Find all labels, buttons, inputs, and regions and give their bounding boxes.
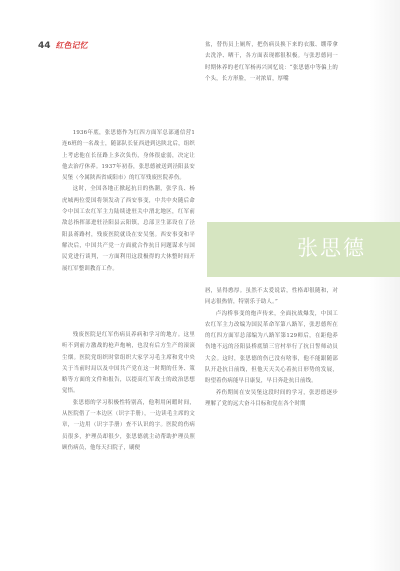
spine-shadow — [370, 0, 400, 571]
running-head: 红色记忆 — [55, 41, 88, 50]
section-title: 张思德 — [297, 236, 366, 260]
page-header — [38, 40, 88, 51]
paragraph: 卢沟桥事变的炮声传来，全面抗战爆发，中国工农红军主力改编为国民革命军第八路军，张思德所在的红四方面军总部编为八路军第129师后，在距他养伤地不远的泾阳县桥底镇三官村举行了抗日誓师动员大会。这时，张思德的伤已没有啥事，他不能跟随部队开赴抗日前线，但他天天关心着抗日形势的发展，盼望着伤病能早日康复，早日奔赴抗日前线。 — [205, 310, 338, 385]
right-column-bottom — [205, 286, 338, 410]
paragraph: 张思德的学习积极性特别高，他利用闲暇时间，从医院借了一本边区（识字手册），一边读毛主席的文章，一边用（识字手册）查不认识的字。医院的伤病员很多，护理员却很少，张思德就主动帮助护理员照顾伤病员，他每天扫院子，刷便 — [62, 399, 195, 451]
left-column-top — [62, 128, 195, 275]
left-column-bottom — [62, 330, 195, 454]
page-number: 44 — [38, 41, 51, 51]
paragraph: 唇，显得憨厚。虽然不太爱说话，性格却很随和，对同志很热情，特别乐于助人。” — [205, 288, 338, 306]
paragraph: 1936年底，张思德作为红四方面军总部通信营1连6班的一名战士，随部队长征西进到达陕北后，组织上考虑他在长征路上多次负伤，身体很虚弱，决定让他去治疗休养。1937年初春，张思德被送到泾阳县安吴堡（今属陕西省咸阳市）的红军残废医院养伤。 — [62, 130, 195, 182]
paragraph: 养伤期间在安吴堡这段时间的学习，张思德逐步理解了党的远大奋斗目标和党在各个时期 — [205, 389, 338, 407]
paragraph: 残废医院是红军伤病员养病和学习的地方。这里听不到前方激战的枪声炮响，也没有后方生产的滚滚尘烟。医院党组织时常组织大家学习毛主席和党中央关于当前时局以及中国共产党在这一时期的任务、策略等方面的文件和报告，以提高红军战士的政治思想觉悟。 — [62, 332, 195, 395]
paragraph: 盆，替伤员上厕所，把伤病员换下来的衣服、绷带拿去洗净、晒干，各方面表现都很积极。与张思德同一时期休养的老红军杨再兴回忆说：“张思德中等偏上的个头，长方形脸，一对浓眉，厚嘴 — [205, 42, 338, 82]
right-column-top — [205, 40, 338, 85]
section-title-block — [207, 222, 400, 277]
paragraph: 这时，全国各地正掀起抗日的热潮，张学良、杨虎城两位爱国将领发动了西安事变，中共中央随后命令中国工农红军主力陆续进驻关中渭北地区，红军前敌总指挥部进驻泾阳县云阳镇，总部卫生部设在了泾阳县蒋路村，残废医院就设在安吴堡。西安事变和平解决后，中国共产党一方面就合作抗日问题谋求与国民党进行谈判，一方面利用这段极得的大休整时间开展红军整训教育工作。 — [62, 186, 195, 272]
